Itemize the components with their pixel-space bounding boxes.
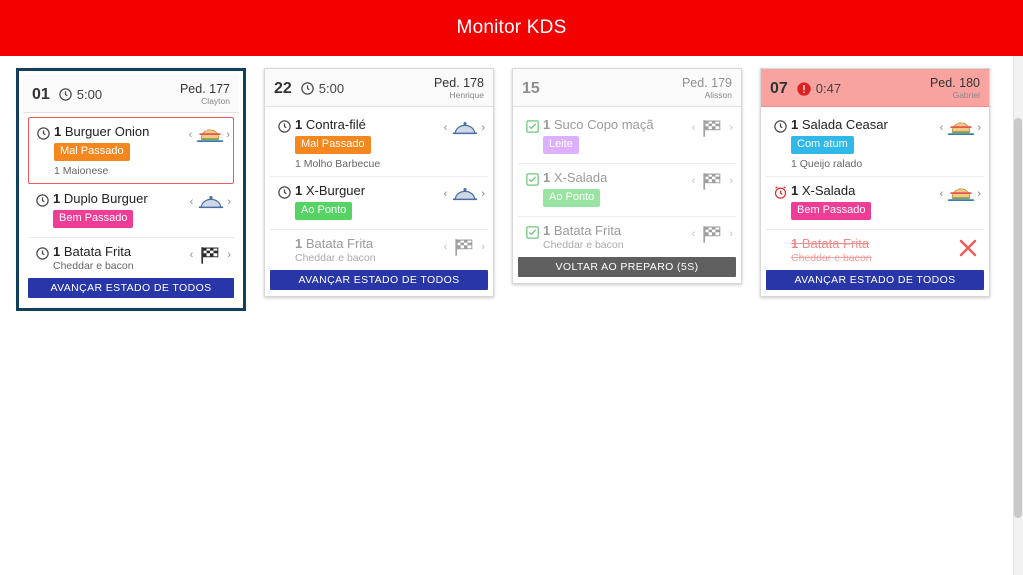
order-card-action-button[interactable]: VOLTAR AO PREPARO (5S) (518, 257, 736, 277)
order-item-title: 1 X-Burguer (295, 182, 366, 198)
check-square-icon (525, 172, 540, 187)
order-timer (58, 87, 180, 102)
clock-icon (36, 126, 51, 141)
flag-icon (699, 223, 725, 245)
order-item-qty: 1 (53, 190, 61, 206)
order-item-body (54, 124, 185, 177)
order-item-note: 1 Maionese (54, 164, 109, 177)
order-item-nav (440, 117, 485, 139)
next-state-button[interactable]: › (481, 240, 485, 253)
next-state-button[interactable]: › (481, 122, 485, 135)
clock-icon (277, 185, 292, 200)
next-state-button[interactable]: › (729, 122, 733, 135)
next-state-button[interactable]: › (977, 187, 981, 200)
order-time: 5:00 (76, 87, 103, 103)
order-item-body (53, 191, 186, 231)
order-item[interactable] (766, 177, 984, 230)
order-item-note: Cheddar e bacon (791, 251, 872, 264)
check-square-icon (525, 225, 540, 240)
order-item-body (295, 117, 440, 170)
order-item-title: 1 Burguer Onion (54, 124, 150, 140)
order-time: 5:00 (318, 81, 345, 97)
order-item-title: 1 Batata Frita (295, 235, 374, 251)
next-state-button[interactable]: › (227, 248, 231, 261)
prev-state-button[interactable]: ‹ (443, 187, 448, 200)
order-card[interactable] (264, 68, 494, 297)
order-items (761, 107, 989, 270)
order-timer (796, 81, 930, 97)
flag-icon (197, 244, 223, 266)
flag-icon (699, 170, 725, 192)
order-item-badge-wrap (791, 132, 936, 157)
order-item-status-icon (769, 117, 791, 139)
order-id: Ped. 178 (433, 76, 484, 90)
order-card-action-button[interactable]: AVANÇAR ESTADO DE TODOS (270, 270, 488, 290)
next-state-button[interactable]: › (977, 122, 981, 135)
order-item-nav (688, 223, 733, 245)
order-item-title: 1 Batata Frita (791, 235, 870, 251)
order-card-header (23, 75, 239, 113)
order-card-action-button[interactable]: AVANÇAR ESTADO DE TODOS (28, 278, 234, 298)
order-item-status-icon (31, 191, 53, 213)
order-item-status-icon (521, 170, 543, 192)
clock-icon (300, 81, 315, 96)
burger-plate-icon (196, 124, 222, 146)
burger-plate-icon (196, 124, 224, 146)
clock-icon (58, 87, 73, 102)
order-item-body (543, 170, 688, 210)
table-number: 01 (32, 85, 50, 103)
order-item[interactable] (270, 230, 488, 270)
order-item-title: 1 Contra-filé (295, 117, 366, 133)
order-item-badge: Ao Ponto (295, 202, 352, 220)
flag-icon (699, 223, 725, 245)
order-id-wrap (180, 83, 230, 106)
order-item-badge-wrap (53, 206, 186, 231)
cloche-icon (451, 117, 479, 139)
order-item-body (543, 117, 688, 157)
order-item-qty: 1 (53, 243, 61, 259)
order-card-inner (760, 68, 990, 297)
page-scrollbar-thumb[interactable] (1014, 118, 1022, 518)
order-item[interactable] (28, 185, 234, 238)
prev-state-button[interactable]: ‹ (939, 122, 944, 135)
order-item-qty: 1 (543, 169, 551, 185)
order-item-status-icon (273, 236, 295, 238)
order-item-note: Cheddar e bacon (295, 251, 376, 264)
order-item-badge: Bem Passado (791, 202, 871, 220)
order-item-title: 1 Batata Frita (543, 222, 622, 238)
order-item[interactable] (518, 111, 736, 164)
order-item-qty: 1 (543, 117, 551, 133)
order-item-body (791, 117, 936, 170)
prev-state-button[interactable]: ‹ (189, 195, 194, 208)
order-item-badge: Mal Passado (295, 136, 371, 154)
order-card-header (513, 69, 741, 107)
order-items (513, 107, 741, 257)
order-timer (300, 81, 434, 96)
order-item-qty: 1 (791, 235, 799, 251)
clock-icon (773, 119, 788, 134)
cancel-x-icon (955, 236, 981, 260)
alert-icon (796, 81, 812, 97)
order-id: Ped. 177 (179, 82, 230, 96)
order-item-note: Cheddar e bacon (543, 238, 624, 251)
order-item-badge-wrap (791, 198, 936, 223)
burger-plate-icon (947, 117, 973, 139)
order-board (0, 56, 1023, 311)
order-card-action-button[interactable]: AVANÇAR ESTADO DE TODOS (766, 270, 984, 290)
order-id: Ped. 180 (929, 76, 980, 90)
clock-icon (35, 193, 50, 208)
order-card[interactable] (760, 68, 990, 297)
order-item[interactable] (28, 238, 234, 278)
order-item-badge-wrap (543, 132, 688, 157)
order-item-body (791, 236, 951, 264)
cancel-x-icon (955, 236, 981, 258)
order-item-title: 1 Duplo Burguer (53, 190, 148, 206)
order-item-body (295, 236, 440, 264)
cloche-icon (451, 183, 479, 205)
order-item-badge-wrap (543, 185, 688, 210)
order-id: Ped. 179 (681, 76, 732, 90)
order-item-badge: Ao Ponto (543, 189, 600, 207)
alarm-clock-icon (773, 185, 788, 200)
next-state-button[interactable]: › (227, 195, 231, 208)
order-item-title: 1 X-Salada (543, 169, 608, 185)
next-state-button[interactable]: › (729, 227, 733, 240)
table-number: 15 (522, 79, 540, 97)
flag-icon (451, 236, 477, 258)
order-item-nav (440, 236, 485, 258)
order-item-badge: Leite (543, 136, 579, 154)
cloche-icon (451, 117, 477, 139)
order-item-body (53, 244, 186, 272)
order-id-wrap (682, 77, 732, 100)
order-card-inner (23, 75, 239, 304)
order-card-inner (264, 68, 494, 297)
order-item-badge-wrap (54, 139, 185, 164)
order-item-status-icon (32, 124, 54, 146)
order-item-qty: 1 (791, 117, 799, 133)
order-id-wrap (930, 77, 980, 100)
clock-icon (35, 246, 50, 261)
prev-state-button[interactable]: ‹ (189, 248, 194, 261)
order-item-badge: Com atum (791, 136, 854, 154)
cloche-icon (451, 183, 477, 205)
order-item-qty: 1 (543, 222, 551, 238)
order-card[interactable] (16, 68, 246, 311)
order-items (23, 113, 239, 278)
order-item-status-icon (769, 236, 791, 238)
order-item[interactable] (270, 111, 488, 177)
order-item-nav (951, 236, 981, 258)
flag-icon (699, 117, 725, 139)
order-item-status-icon (31, 244, 53, 266)
order-card-header (761, 69, 989, 107)
order-item-body (543, 223, 688, 251)
order-item-nav (936, 183, 981, 205)
flag-icon (699, 117, 725, 139)
order-card-header (265, 69, 493, 107)
order-item-nav (688, 117, 733, 139)
order-item-nav (688, 170, 733, 192)
prev-state-button[interactable]: ‹ (188, 129, 193, 142)
prev-state-button[interactable]: ‹ (443, 122, 448, 135)
order-item[interactable] (518, 164, 736, 217)
order-item-status-icon (273, 183, 295, 205)
order-item-note: 1 Molho Barbecue (295, 157, 381, 170)
order-item-title: 1 Salada Ceasar (791, 117, 888, 133)
order-item-status-icon (273, 117, 295, 139)
order-card-inner (512, 68, 742, 284)
burger-plate-icon (947, 183, 973, 205)
burger-plate-icon (947, 183, 975, 205)
burger-plate-icon (947, 117, 975, 139)
order-item-badge-wrap (295, 132, 440, 157)
prev-state-button[interactable]: ‹ (691, 174, 696, 187)
order-item-badge-wrap (295, 198, 440, 223)
order-item-qty: 1 (791, 182, 799, 198)
order-item-qty: 1 (295, 182, 303, 198)
order-item-badge: Bem Passado (53, 210, 133, 228)
prev-state-button[interactable]: ‹ (691, 227, 696, 240)
order-item-nav (185, 124, 230, 146)
order-item-title: 1 Batata Frita (53, 243, 132, 259)
order-items (265, 107, 493, 270)
next-state-button[interactable]: › (226, 129, 230, 142)
table-number: 07 (770, 79, 788, 97)
check-square-icon (525, 119, 540, 134)
order-item-qty: 1 (295, 235, 303, 251)
page-scrollbar-track[interactable] (1013, 56, 1023, 575)
flag-icon (197, 244, 223, 266)
prev-state-button[interactable]: ‹ (443, 240, 448, 253)
next-state-button[interactable]: › (481, 187, 485, 200)
table-number: 22 (274, 79, 292, 97)
order-id-wrap (434, 77, 484, 100)
order-item-body (295, 183, 440, 223)
prev-state-button[interactable]: ‹ (691, 122, 696, 135)
order-item-status-icon (769, 183, 791, 205)
page-title: Monitor KDS (456, 17, 567, 38)
clock-icon (277, 119, 292, 134)
order-item-nav (186, 244, 231, 266)
order-item[interactable] (766, 230, 984, 270)
order-item-badge: Mal Passado (54, 143, 130, 161)
order-item-qty: 1 (295, 117, 303, 133)
order-item-body (791, 183, 936, 223)
flag-icon (699, 170, 725, 192)
order-item-nav (440, 183, 485, 205)
order-item-qty: 1 (54, 124, 62, 140)
order-item[interactable] (766, 111, 984, 177)
order-owner: Henrique (449, 90, 484, 101)
cloche-icon (197, 191, 223, 213)
order-item-status-icon (521, 223, 543, 245)
order-card[interactable] (512, 68, 742, 284)
order-item[interactable] (270, 177, 488, 230)
order-item-note: 1 Queijo ralado (791, 157, 863, 170)
order-owner: Clayton (201, 96, 230, 107)
next-state-button[interactable]: › (729, 174, 733, 187)
order-owner: Gabriel (952, 90, 980, 101)
order-item-title: 1 X-Salada (791, 182, 856, 198)
cloche-icon (197, 191, 225, 213)
order-item[interactable] (518, 217, 736, 257)
flag-icon (451, 236, 477, 258)
order-item-note: Cheddar e bacon (53, 259, 134, 272)
app-header (0, 0, 1023, 56)
order-item-title: 1 Suco Copo maçã (543, 117, 654, 133)
order-item[interactable] (28, 117, 234, 184)
order-item-nav (186, 191, 231, 213)
order-item-nav (936, 117, 981, 139)
order-owner: Alisson (704, 90, 732, 101)
order-item-status-icon (521, 117, 543, 139)
order-time: 0:47 (815, 81, 842, 97)
prev-state-button[interactable]: ‹ (939, 187, 944, 200)
